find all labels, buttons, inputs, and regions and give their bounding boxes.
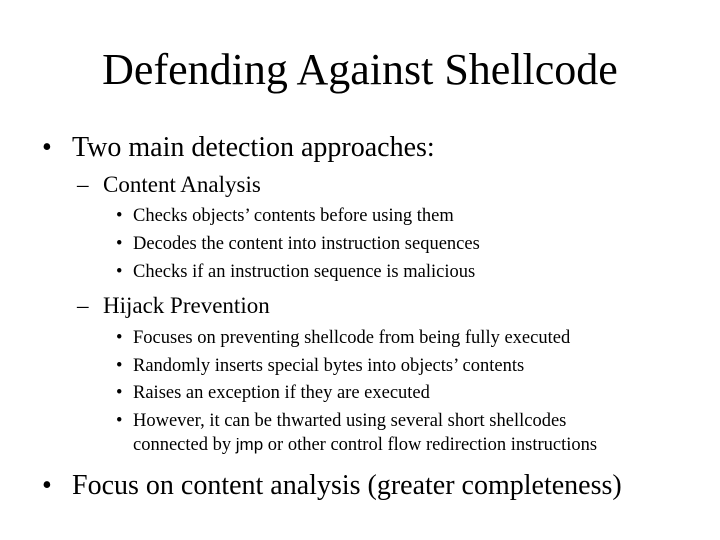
detail-text-prefix: connected by <box>133 435 236 455</box>
detail-text-line2 <box>116 433 597 457</box>
detail-text: Checks if an instruction sequence is malicious <box>133 262 476 282</box>
main-point-focus <box>42 469 622 503</box>
main-point-text: Focus on content analysis (greater completeness) <box>72 470 622 501</box>
sub-point-content-analysis <box>77 171 261 199</box>
detail-item <box>116 326 570 350</box>
bullet: • <box>42 470 52 501</box>
sub-point-hijack-prevention <box>77 292 270 320</box>
detail-text: Focuses on preventing shellcode from being fully executed <box>133 328 571 348</box>
bullet: • <box>116 328 123 348</box>
detail-text: Decodes the content into instruction sequences <box>133 234 480 254</box>
bullet: • <box>42 132 52 163</box>
slide-title: Defending Against Shellcode <box>102 45 618 94</box>
sub-point-label: Hijack Prevention <box>103 293 270 318</box>
main-point-text: Two main detection approaches: <box>72 132 435 163</box>
detail-item <box>116 354 524 378</box>
sub-point-label: Content Analysis <box>103 172 261 197</box>
code-keyword: jmp <box>235 435 264 454</box>
main-point-detection-approaches <box>42 131 435 165</box>
detail-text-line1: However, it can be thwarted using several short shellcodes <box>133 411 567 431</box>
bullet: • <box>116 356 123 376</box>
dash: – <box>77 172 89 197</box>
detail-text-suffix: or other control flow redirection instructions <box>263 435 598 455</box>
detail-item <box>116 381 430 405</box>
bullet: • <box>116 411 123 431</box>
bullet: • <box>116 234 123 254</box>
detail-text: Raises an exception if they are executed <box>133 383 430 403</box>
detail-item <box>116 232 480 256</box>
detail-item <box>116 260 475 284</box>
detail-text: Checks objects’ contents before using them <box>133 206 454 226</box>
detail-text: Randomly inserts special bytes into objects’ contents <box>133 356 525 376</box>
bullet: • <box>116 206 123 226</box>
detail-item-multiline <box>116 409 597 457</box>
dash: – <box>77 293 89 318</box>
detail-item <box>116 204 454 228</box>
bullet: • <box>116 262 123 282</box>
bullet: • <box>116 383 123 403</box>
